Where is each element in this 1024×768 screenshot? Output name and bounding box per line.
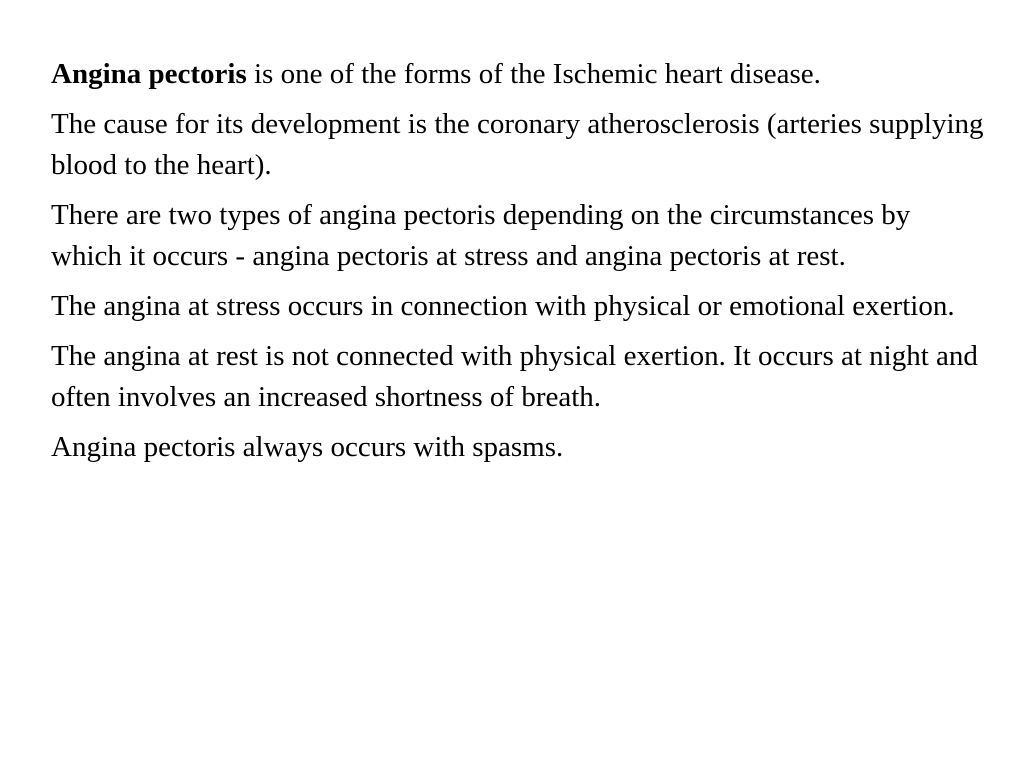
- paragraph-stress-angina: The angina at stress occurs in connection with physical or emotional exertion.: [51, 290, 955, 322]
- paragraph-types: There are two types of angina pectoris depending on the circumstances by which it occurs - angina pectoris at stress and angina pectoris at rest.: [51, 199, 911, 272]
- term-angina-pectoris: Angina pectoris: [51, 58, 247, 90]
- paragraph-definition-text: is one of the forms of the Ischemic heart disease.: [246, 58, 821, 90]
- paragraph-rest-angina: The angina at rest is not connected with physical exertion. It occurs at night and often involves an increased shortness of breath.: [51, 340, 978, 413]
- paragraph-cause: The cause for its development is the coronary atherosclerosis (arteries supplying blood to the heart).: [51, 108, 984, 181]
- paragraph-definition: [51, 54, 986, 95]
- paragraph-spasms: Angina pectoris always occurs with spasms.: [51, 431, 564, 463]
- slide-body: [51, 54, 986, 477]
